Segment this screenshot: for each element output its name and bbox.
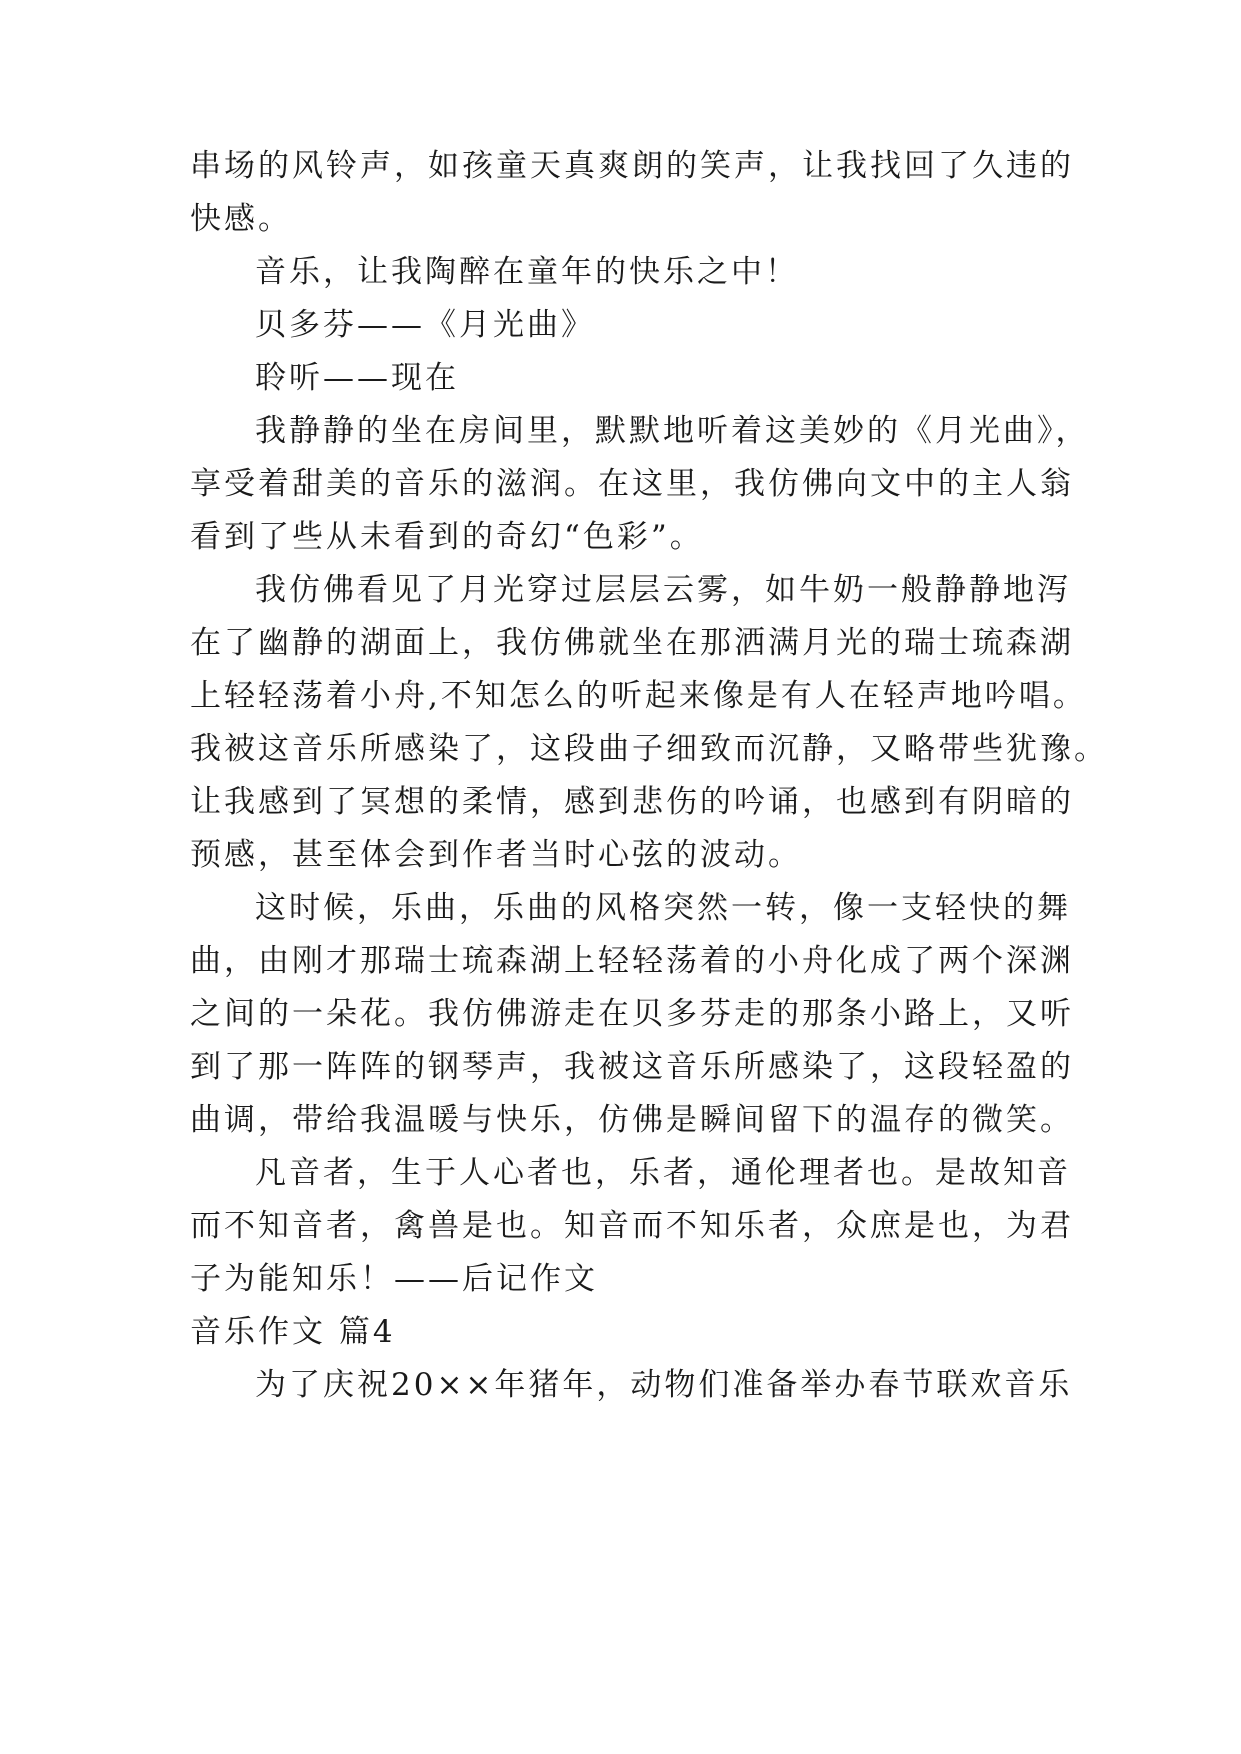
paragraph-line: 让我感到了冥想的柔情，感到悲伤的吟诵，也感到有阴暗的 [190,784,1074,820]
paragraph-line: 曲，由刚才那瑞士琉森湖上轻轻荡着的小舟化成了两个深渊 [190,943,1074,979]
section-heading: 音乐作文 篇4 [190,1314,396,1350]
paragraph-line: 我静静的坐在房间里，默默地听着这美妙的《月光曲》， [255,413,1090,449]
paragraph-line: 享受着甜美的音乐的滋润。在这里，我仿佛向文中的主人翁 [190,466,1074,502]
paragraph-line: 快感。 [190,201,292,237]
paragraph-line: 在了幽静的湖面上，我仿佛就坐在那洒满月光的瑞士琉森湖 [190,625,1074,661]
paragraph-line: 音乐，让我陶醉在童年的快乐之中！ [255,254,799,290]
paragraph-line: 看到了些从未看到的奇幻“色彩”。 [190,519,704,555]
paragraph-line: 串场的风铃声，如孩童天真爽朗的笑声，让我找回了久违的 [190,148,1074,184]
paragraph-line: 而不知音者，禽兽是也。知音而不知乐者，众庶是也，为君 [190,1208,1074,1244]
paragraph-line: 曲调，带给我温暖与快乐，仿佛是瞬间留下的温存的微笑。 [190,1102,1074,1138]
paragraph-line: 凡音者，生于人心者也，乐者，通伦理者也。是故知音 [255,1155,1071,1191]
paragraph-line: 为了庆祝20××年猪年，动物们准备举办春节联欢音乐 [255,1367,1073,1403]
paragraph-line: 子为能知乐！——后记作文 [190,1261,598,1297]
paragraph-line: 之间的一朵花。我仿佛游走在贝多芬走的那条小路上，又听 [190,996,1074,1032]
paragraph-line: 我仿佛看见了月光穿过层层云雾，如牛奶一般静静地泻 [255,572,1071,608]
paragraph-line: 预感，甚至体会到作者当时心弦的波动。 [190,837,802,873]
paragraph-line: 聆听——现在 [255,360,459,396]
paragraph-line: 到了那一阵阵的钢琴声，我被这音乐所感染了，这段轻盈的 [190,1049,1074,1085]
paragraph-line: 上轻轻荡着小舟,不知怎么的听起来像是有人在轻声地吟唱。 [190,678,1087,714]
paragraph-line: 贝多芬——《月光曲》 [255,307,595,343]
paragraph-line: 我被这音乐所感染了，这段曲子细致而沉静，又略带些犹豫。 [190,731,1108,767]
paragraph-line: 这时候，乐曲，乐曲的风格突然一转，像一支轻快的舞 [255,890,1071,926]
